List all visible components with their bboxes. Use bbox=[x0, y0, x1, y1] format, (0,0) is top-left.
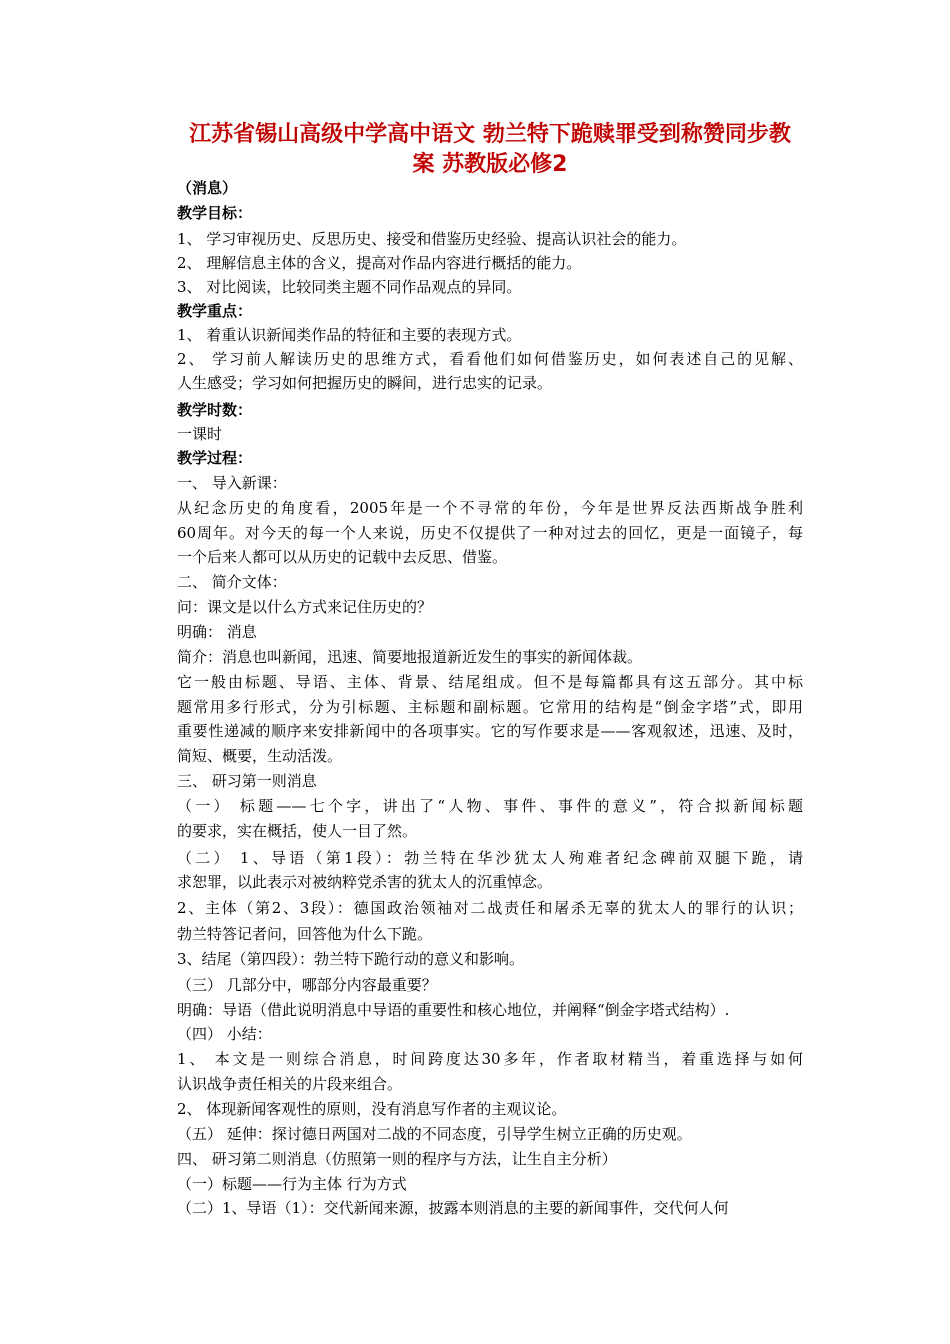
text-line: 1、 着重认识新闻类作品的特征和主要的表现方式。 bbox=[177, 326, 522, 344]
section-heading: 教学时数： bbox=[177, 401, 253, 419]
section-heading: （消息） bbox=[177, 179, 238, 197]
text-line: 简介：消息也叫新闻，迅速、简要地报道新近发生的事实的新闻体裁。 bbox=[177, 648, 643, 666]
text-line: 1、 学习审视历史、反思历史、接受和借鉴历史经验、提高认识社会的能力。 bbox=[177, 230, 687, 248]
text-line: 问：课文是以什么方式来记住历史的？ bbox=[177, 598, 433, 616]
text-line: 2、 学习前人解读历史的思维方式，看看他们如何借鉴历史，如何表述自己的见解、 bbox=[177, 350, 803, 368]
text-line: 明确： 消息 bbox=[177, 623, 257, 641]
text-line: 2、主体（第2、3段）：德国政治领袖对二战责任和屠杀无辜的犹太人的罪行的认识； bbox=[177, 899, 803, 917]
title-line-2: 案 苏教版必修2 bbox=[412, 152, 568, 177]
text-line: 重要性递减的顺序来安排新闻中的各项事实。它的写作要求是——客观叙述，迅速、及时， bbox=[177, 722, 803, 740]
text-line: 明确：导语（借此说明消息中导语的重要性和核心地位，并阐释“倒金字塔式结构）. bbox=[177, 1001, 730, 1019]
text-line: 它一般由标题、导语、主体、背景、结尾组成。但不是每篇都具有这五部分。其中标 bbox=[177, 673, 803, 691]
text-line: 题常用多行形式，分为引标题、主标题和副标题。它常用的结构是“倒金字塔”式，即用 bbox=[177, 698, 803, 716]
text-line: （三） 几部分中，哪部分内容最重要？ bbox=[177, 976, 437, 994]
text-line: 勃兰特答记者问，回答他为什么下跪。 bbox=[177, 925, 433, 943]
text-line: 1、 本文是一则综合消息，时间跨度达30多年，作者取材精当，着重选择与如何 bbox=[177, 1050, 803, 1068]
text-line: 一个后来人都可以从历史的记载中去反思、借鉴。 bbox=[177, 548, 508, 566]
text-line: 从纪念历史的角度看，2005年是一个不寻常的年份，今年是世界反法西斯战争胜利 bbox=[177, 499, 803, 517]
text-line: 认识战争责任相关的片段来组合。 bbox=[177, 1075, 403, 1093]
section-heading: 教学重点： bbox=[177, 302, 253, 320]
text-line: 2、 理解信息主体的含义，提高对作品内容进行概括的能力。 bbox=[177, 254, 582, 272]
section-heading: 教学过程： bbox=[177, 449, 253, 467]
section-heading: 教学目标： bbox=[177, 204, 253, 222]
text-line: 3、 对比阅读，比较同类主题不同作品观点的异同。 bbox=[177, 278, 522, 296]
text-line: 一、 导入新课： bbox=[177, 474, 287, 492]
text-line: 人生感受；学习如何把握历史的瞬间，进行忠实的记录。 bbox=[177, 374, 553, 392]
text-line: （二）1、导语（1）：交代新闻来源，披露本则消息的主要的新闻事件，交代何人何 bbox=[177, 1199, 729, 1217]
text-line: 求恕罪，以此表示对被纳粹党杀害的犹太人的沉重悼念。 bbox=[177, 873, 553, 891]
text-line: （二） 1、导语（第1段）：勃兰特在华沙犹太人殉难者纪念碑前双腿下跪，请 bbox=[177, 849, 803, 867]
text-line: 四、 研习第二则消息（仿照第一则的程序与方法，让生自主分析） bbox=[177, 1150, 617, 1168]
text-line: 二、 简介文体： bbox=[177, 573, 287, 591]
text-line: （一）标题——行为主体 行为方式 bbox=[177, 1175, 407, 1193]
text-line: （一） 标题——七个字，讲出了“人物、事件、事件的意义”，符合拟新闻标题 bbox=[177, 797, 803, 815]
text-line: 2、 体现新闻客观性的原则，没有消息写作者的主观议论。 bbox=[177, 1100, 567, 1118]
text-line: 3、结尾（第四段）：勃兰特下跪行动的意义和影响。 bbox=[177, 950, 525, 968]
text-line: 的要求，实在概括，使人一目了然。 bbox=[177, 822, 418, 840]
title-line-1: 江苏省锡山高级中学高中语文 勃兰特下跪赎罪受到称赞同步教 bbox=[189, 122, 791, 147]
text-line: （四） 小结： bbox=[177, 1025, 272, 1043]
text-line: 一课时 bbox=[177, 425, 223, 443]
document-title bbox=[150, 120, 830, 180]
text-line: 60周年。对今天的每一个人来说，历史不仅提供了一种对过去的回忆，更是一面镜子，每 bbox=[177, 524, 803, 542]
text-line: 三、 研习第一则消息 bbox=[177, 772, 317, 790]
text-line: 简短、概要，生动活泼。 bbox=[177, 747, 343, 765]
text-line: （五） 延伸：探讨德日两国对二战的不同态度，引导学生树立正确的历史观。 bbox=[177, 1125, 692, 1143]
